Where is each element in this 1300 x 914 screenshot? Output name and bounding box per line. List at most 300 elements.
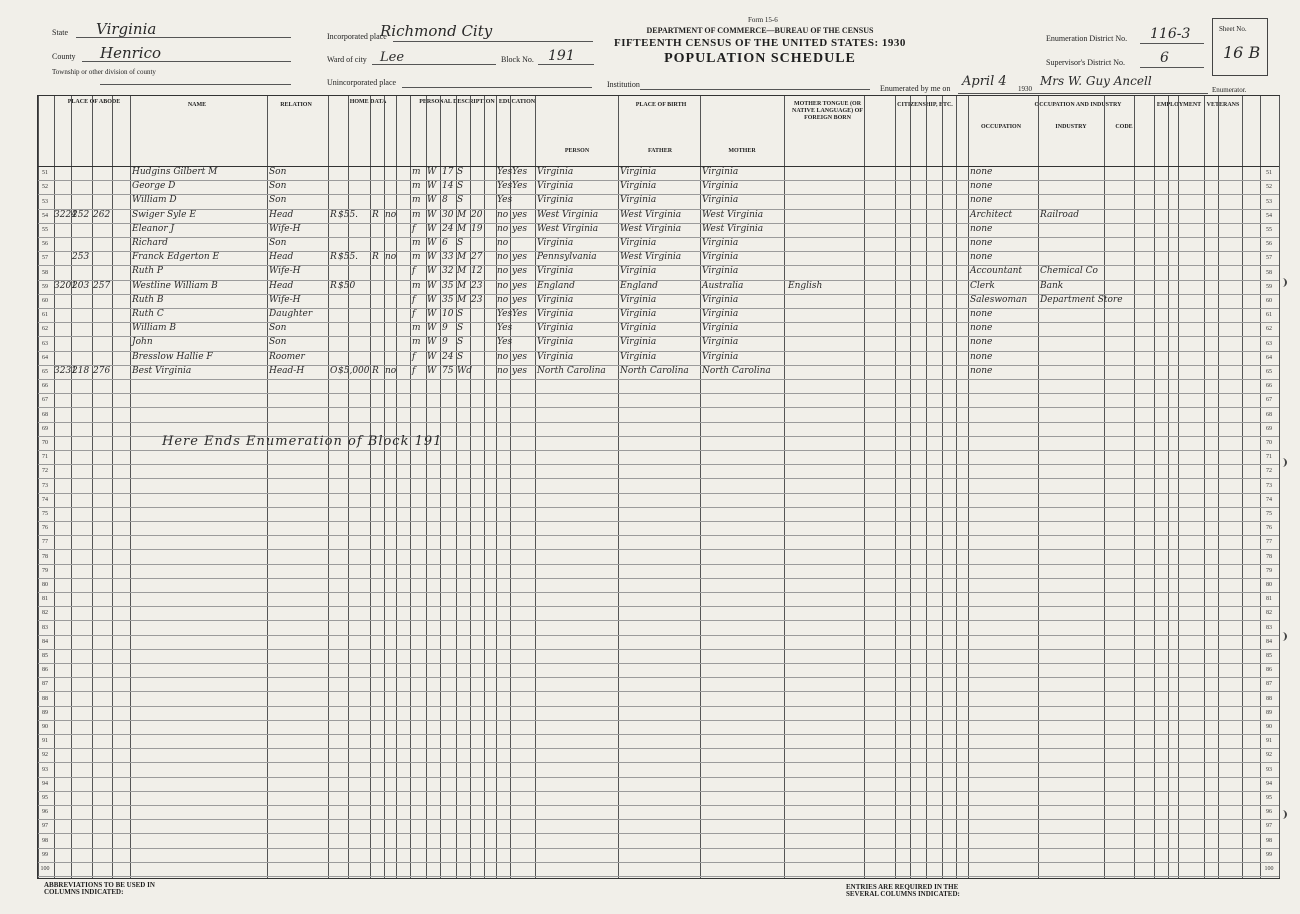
row-number: 82 bbox=[42, 610, 48, 617]
grid-row-line bbox=[38, 876, 1279, 877]
row-number: 57 bbox=[42, 255, 48, 262]
person-name: Franck Edgerton E bbox=[132, 252, 220, 263]
occupation: none bbox=[970, 195, 993, 206]
industry: Chemical Co bbox=[1040, 266, 1098, 277]
row-number: 79 bbox=[42, 567, 48, 574]
row-number: 82 bbox=[1266, 610, 1272, 617]
farm-flag: no bbox=[385, 209, 397, 220]
row-number: 63 bbox=[42, 340, 48, 347]
birthplace-person: West Virginia bbox=[537, 223, 599, 234]
race: W bbox=[427, 351, 437, 362]
row-number: 88 bbox=[42, 695, 48, 702]
grid-column-line bbox=[968, 96, 969, 878]
age: 24 bbox=[442, 351, 454, 362]
birthplace-father: Virginia bbox=[620, 238, 657, 248]
can-read: yes bbox=[512, 365, 528, 376]
sex: m bbox=[412, 337, 421, 348]
binder-hole bbox=[1279, 810, 1287, 819]
row-number: 51 bbox=[1266, 170, 1272, 177]
marital-status: Wd bbox=[457, 365, 473, 376]
grid-row-line bbox=[38, 379, 1279, 380]
marital-status: S bbox=[457, 167, 464, 177]
grid-column-line bbox=[864, 96, 865, 878]
attended-school: no bbox=[497, 351, 509, 362]
row-number: 53 bbox=[1266, 198, 1272, 205]
grid-column-line bbox=[1178, 96, 1179, 878]
grid-row-line bbox=[38, 493, 1279, 494]
mother-tongue: English bbox=[788, 280, 823, 291]
marital-status: S bbox=[457, 238, 464, 248]
grid-row-line bbox=[38, 351, 1279, 352]
person-name: George D bbox=[132, 181, 176, 192]
grid-column-line bbox=[910, 96, 911, 878]
group-employment: EMPLOYMENT bbox=[1156, 102, 1202, 108]
row-number: 59 bbox=[42, 283, 48, 290]
row-number: 59 bbox=[1266, 283, 1272, 290]
sex: m bbox=[412, 195, 421, 206]
birthplace-person: England bbox=[537, 280, 575, 291]
row-number: 64 bbox=[1266, 354, 1272, 361]
birthplace-father: West Virginia bbox=[620, 209, 682, 220]
relation: Wife-H bbox=[269, 294, 301, 305]
occupation: none bbox=[970, 337, 993, 348]
attended-school: Yes bbox=[497, 309, 513, 319]
grid-row-line bbox=[38, 606, 1279, 607]
sex: f bbox=[412, 223, 416, 234]
ed-value: 116-3 bbox=[1150, 26, 1191, 42]
sd-label: Supervisor's District No. bbox=[1046, 58, 1125, 67]
grid-column-line bbox=[956, 96, 957, 878]
row-number: 60 bbox=[42, 298, 48, 304]
enumerated-date: April 4 bbox=[962, 74, 1007, 89]
sheet-label: Sheet No. bbox=[1219, 25, 1247, 33]
grid-row-line bbox=[38, 748, 1279, 749]
race: W bbox=[427, 323, 437, 334]
sex: f bbox=[412, 294, 416, 305]
occupation: none bbox=[970, 351, 993, 362]
grid-column-line bbox=[618, 96, 619, 878]
occupation: none bbox=[970, 223, 993, 234]
occupation: none bbox=[970, 323, 993, 334]
age: 14 bbox=[442, 181, 454, 192]
person-name: Eleanor J bbox=[132, 223, 175, 234]
row-number: 71 bbox=[1266, 454, 1272, 461]
row-number: 64 bbox=[42, 354, 48, 361]
sex: f bbox=[412, 351, 416, 362]
age-at-marriage: 27 bbox=[471, 252, 483, 263]
age: 17 bbox=[442, 167, 454, 177]
header-divider bbox=[38, 166, 1279, 167]
group-education: EDUCATION bbox=[498, 99, 536, 105]
row-number: 98 bbox=[1266, 837, 1272, 844]
grid-column-line bbox=[942, 96, 943, 878]
attended-school: no bbox=[497, 223, 509, 234]
row-number: 99 bbox=[42, 851, 48, 858]
grid-column-line bbox=[1279, 96, 1280, 878]
radio-set: R bbox=[372, 252, 379, 263]
birthplace-mother: Virginia bbox=[702, 252, 739, 263]
incorporated-value: Richmond City bbox=[380, 22, 493, 40]
schedule-title: POPULATION SCHEDULE bbox=[664, 51, 856, 66]
birthplace-person: Virginia bbox=[537, 351, 574, 362]
relation: Son bbox=[269, 181, 287, 192]
grid-row-line bbox=[38, 848, 1279, 849]
grid-column-line bbox=[1038, 96, 1039, 878]
age: 24 bbox=[442, 223, 454, 234]
row-number: 58 bbox=[42, 269, 48, 276]
grid-row-line bbox=[38, 862, 1279, 863]
sex: m bbox=[412, 252, 421, 263]
grid-row-line bbox=[38, 464, 1279, 465]
row-number: 76 bbox=[1266, 525, 1272, 532]
row-number: 76 bbox=[42, 525, 48, 532]
grid-column-line bbox=[1134, 96, 1135, 878]
group-relation: RELATION bbox=[280, 102, 312, 108]
row-number: 75 bbox=[42, 511, 48, 517]
can-read: yes bbox=[512, 280, 528, 291]
grid-row-line bbox=[38, 777, 1279, 778]
grid-row-line bbox=[38, 691, 1279, 692]
row-number: 86 bbox=[42, 667, 48, 674]
group-occupation: OCCUPATION AND INDUSTRY bbox=[1034, 102, 1122, 108]
race: W bbox=[427, 167, 437, 177]
grid-row-line bbox=[38, 762, 1279, 763]
relation: Head bbox=[269, 252, 294, 263]
state-label: State bbox=[52, 28, 68, 37]
group-name: NAME bbox=[187, 102, 207, 108]
row-number: 56 bbox=[1266, 241, 1272, 248]
marital-status: S bbox=[457, 309, 464, 319]
county-value: Henrico bbox=[100, 44, 162, 62]
person-name: John bbox=[132, 337, 153, 348]
county-label: County bbox=[52, 52, 76, 61]
home-value: $55. bbox=[338, 209, 359, 220]
grid-column-line bbox=[784, 96, 785, 878]
grid-row-line bbox=[38, 734, 1279, 735]
enumerator-label: Enumerator. bbox=[1212, 86, 1247, 94]
enumerated-label: Enumerated by me on bbox=[880, 84, 951, 93]
occupation: Architect bbox=[970, 209, 1013, 220]
age: 9 bbox=[442, 337, 448, 348]
row-number: 65 bbox=[1266, 369, 1272, 375]
relation: Son bbox=[269, 337, 287, 348]
age: 32 bbox=[442, 266, 454, 277]
row-number: 68 bbox=[1266, 411, 1272, 418]
row-number: 90 bbox=[1266, 724, 1272, 730]
family-number: 203 bbox=[72, 280, 90, 291]
group-place-of-birth: PLACE OF BIRTH bbox=[635, 102, 687, 108]
family-number: 218 bbox=[72, 365, 90, 376]
row-number: 94 bbox=[1266, 780, 1272, 787]
birthplace-person: Pennsylvania bbox=[537, 252, 597, 263]
row-number: 55 bbox=[42, 227, 48, 233]
grid-column-line bbox=[926, 96, 927, 878]
grid-row-line bbox=[38, 478, 1279, 479]
attended-school: Yes bbox=[497, 323, 513, 334]
row-number: 93 bbox=[42, 766, 48, 773]
grid-row-line bbox=[38, 407, 1279, 408]
row-number: 89 bbox=[42, 709, 48, 716]
birthplace-father: West Virginia bbox=[620, 252, 682, 263]
grid-row-line bbox=[38, 549, 1279, 550]
person-name: Ruth P bbox=[132, 266, 163, 277]
birthplace-mother: Virginia bbox=[702, 309, 739, 319]
relation: Daughter bbox=[269, 309, 313, 319]
birthplace-person: Virginia bbox=[537, 266, 574, 277]
attended-school: no bbox=[497, 238, 509, 248]
birthplace-mother: Virginia bbox=[702, 337, 739, 348]
row-number: 60 bbox=[1266, 298, 1272, 304]
person-name: Best Virginia bbox=[132, 365, 192, 376]
row-number: 66 bbox=[42, 383, 48, 390]
marital-status: M bbox=[457, 223, 467, 234]
grid-column-line bbox=[484, 96, 485, 878]
grid-column-line bbox=[1168, 96, 1169, 878]
sheet-number-box bbox=[1212, 18, 1268, 76]
industry: Railroad bbox=[1040, 209, 1079, 220]
row-number: 69 bbox=[1266, 425, 1272, 432]
township-label: Township or other division of county bbox=[52, 68, 156, 76]
row-number: 74 bbox=[42, 496, 48, 503]
row-number: 88 bbox=[1266, 695, 1272, 702]
person-name: William D bbox=[132, 195, 177, 206]
farm-flag: no bbox=[385, 252, 397, 263]
grid-column-line bbox=[1204, 96, 1205, 878]
home-tenure: O bbox=[330, 365, 338, 376]
marital-status: S bbox=[457, 323, 464, 334]
birthplace-person: Virginia bbox=[537, 294, 574, 305]
birthplace-mother: West Virginia bbox=[702, 223, 764, 234]
birthplace-person: Virginia bbox=[537, 181, 574, 192]
ward-label: Ward of city bbox=[327, 55, 367, 64]
birthplace-father: Virginia bbox=[620, 181, 657, 192]
relation: Son bbox=[269, 195, 287, 206]
race: W bbox=[427, 365, 437, 376]
row-number: 97 bbox=[1266, 823, 1272, 830]
attended-school: Yes bbox=[497, 181, 513, 192]
sex: m bbox=[412, 209, 421, 220]
can-read: Yes bbox=[512, 309, 528, 319]
row-number: 97 bbox=[42, 823, 48, 830]
marital-status: M bbox=[457, 252, 467, 263]
row-number: 89 bbox=[1266, 709, 1272, 716]
can-read: Yes bbox=[512, 181, 528, 192]
grid-column-line bbox=[370, 96, 371, 878]
grid-row-line bbox=[38, 450, 1279, 451]
occupation: Clerk bbox=[970, 280, 995, 291]
institution-label: Institution bbox=[607, 80, 640, 89]
subhead-person: PERSON bbox=[564, 148, 590, 154]
grid-row-line bbox=[38, 393, 1279, 394]
birthplace-mother: Virginia bbox=[702, 195, 739, 206]
group-home-data: HOME DATA bbox=[349, 99, 387, 105]
row-number: 99 bbox=[1266, 851, 1272, 858]
row-number: 95 bbox=[42, 795, 48, 801]
can-read: yes bbox=[512, 294, 528, 305]
row-number: 55 bbox=[1266, 227, 1272, 233]
subhead-code: CODE bbox=[1115, 124, 1133, 130]
marital-status: M bbox=[457, 266, 467, 277]
relation: Wife-H bbox=[269, 266, 301, 277]
group-mother-tongue: MOTHER TONGUE (OR NATIVE LANGUAGE) OF FOREIGN BORN bbox=[792, 101, 863, 121]
row-number: 100 bbox=[1264, 866, 1274, 872]
race: W bbox=[427, 337, 437, 348]
grid-column-line bbox=[700, 96, 701, 878]
dwelling-number: 3201 bbox=[54, 280, 77, 291]
race: W bbox=[427, 252, 437, 263]
attended-school: no bbox=[497, 294, 509, 305]
population-schedule-grid bbox=[37, 95, 1280, 879]
marital-status: M bbox=[457, 280, 467, 291]
grid-column-line bbox=[440, 96, 441, 878]
row-number: 84 bbox=[42, 638, 48, 645]
row-number: 95 bbox=[1266, 795, 1272, 801]
row-number: 92 bbox=[1266, 752, 1272, 759]
can-read: yes bbox=[512, 209, 528, 220]
block-value: 191 bbox=[548, 48, 575, 64]
dwelling-number: 3224 bbox=[54, 209, 77, 220]
age-at-marriage: 20 bbox=[471, 209, 483, 220]
relation: Son bbox=[269, 238, 287, 248]
birthplace-mother: Virginia bbox=[702, 294, 739, 305]
home-tenure: R bbox=[330, 280, 337, 291]
relation: Wife-H bbox=[269, 223, 301, 234]
row-number: 68 bbox=[42, 411, 48, 418]
row-number: 80 bbox=[1266, 582, 1272, 588]
row-number: 54 bbox=[1266, 212, 1272, 219]
race: W bbox=[427, 195, 437, 206]
race: W bbox=[427, 266, 437, 277]
attended-school: no bbox=[497, 252, 509, 263]
row-number: 86 bbox=[1266, 667, 1272, 674]
grid-row-line bbox=[38, 833, 1279, 834]
marital-status: M bbox=[457, 294, 467, 305]
occupation: none bbox=[970, 309, 993, 319]
row-number: 65 bbox=[42, 369, 48, 375]
row-number: 78 bbox=[42, 553, 48, 560]
row-number: 63 bbox=[1266, 340, 1272, 347]
visit-number: 262 bbox=[93, 209, 111, 220]
age: 6 bbox=[442, 238, 448, 248]
sex: m bbox=[412, 181, 421, 192]
row-number: 78 bbox=[1266, 553, 1272, 560]
grid-row-line bbox=[38, 308, 1279, 309]
home-tenure: R bbox=[330, 209, 337, 220]
row-number: 54 bbox=[42, 212, 48, 219]
row-number: 61 bbox=[42, 312, 48, 319]
row-number: 61 bbox=[1266, 312, 1272, 319]
home-value: $50 bbox=[338, 280, 356, 291]
person-name: Westline William B bbox=[132, 280, 218, 291]
binder-hole bbox=[1279, 632, 1287, 641]
row-number: 57 bbox=[1266, 255, 1272, 262]
home-tenure: R bbox=[330, 252, 337, 263]
birthplace-mother: Virginia bbox=[702, 238, 739, 248]
birthplace-person: Virginia bbox=[537, 195, 574, 206]
grid-row-line bbox=[38, 677, 1279, 678]
race: W bbox=[427, 223, 437, 234]
industry: Department Store bbox=[1040, 294, 1123, 305]
age: 30 bbox=[442, 209, 454, 220]
row-number: 96 bbox=[42, 809, 48, 816]
row-number: 87 bbox=[42, 681, 48, 688]
sd-value: 6 bbox=[1160, 50, 1169, 66]
row-number: 67 bbox=[1266, 397, 1272, 404]
person-name: Richard bbox=[132, 238, 168, 248]
grid-row-line bbox=[38, 706, 1279, 707]
row-number: 62 bbox=[42, 326, 48, 333]
incorporated-label: Incorporated place bbox=[327, 32, 387, 41]
attended-school: Yes bbox=[497, 167, 513, 177]
grid-row-line bbox=[38, 663, 1279, 664]
row-number: 94 bbox=[42, 780, 48, 787]
can-read: yes bbox=[512, 266, 528, 277]
grid-row-line bbox=[38, 422, 1279, 423]
grid-column-line bbox=[895, 96, 896, 878]
grid-row-line bbox=[38, 180, 1279, 181]
age: 33 bbox=[442, 252, 454, 263]
subhead-mother: MOTHER bbox=[728, 148, 756, 154]
person-name: Hudgins Gilbert M bbox=[132, 167, 218, 177]
unincorporated-label: Unincorporated place bbox=[327, 78, 397, 87]
row-number: 52 bbox=[1266, 184, 1272, 191]
birthplace-mother: Virginia bbox=[702, 323, 739, 334]
grid-row-line bbox=[38, 720, 1279, 721]
grid-row-line bbox=[38, 535, 1279, 536]
grid-row-line bbox=[38, 819, 1279, 820]
grid-column-line bbox=[510, 96, 511, 878]
grid-column-line bbox=[130, 96, 131, 878]
birthplace-father: West Virginia bbox=[620, 223, 682, 234]
attended-school: no bbox=[497, 280, 509, 291]
grid-row-line bbox=[38, 322, 1279, 323]
industry: Bank bbox=[1040, 280, 1064, 291]
attended-school: Yes bbox=[497, 195, 513, 206]
row-number: 51 bbox=[42, 170, 48, 177]
visit-number: 276 bbox=[93, 365, 111, 376]
row-number: 70 bbox=[42, 440, 48, 446]
sex: m bbox=[412, 167, 421, 177]
ed-label: Enumeration District No. bbox=[1046, 34, 1128, 43]
occupation: none bbox=[970, 365, 993, 376]
age: 8 bbox=[442, 195, 448, 206]
row-number: 67 bbox=[42, 397, 48, 404]
person-name: Ruth B bbox=[132, 294, 164, 305]
age: 10 bbox=[442, 309, 454, 319]
grid-row-line bbox=[38, 592, 1279, 593]
occupation: none bbox=[970, 167, 993, 177]
birthplace-mother: Virginia bbox=[702, 181, 739, 192]
row-number: 73 bbox=[42, 482, 48, 489]
block-label: Block No. bbox=[501, 55, 534, 64]
radio-set: R bbox=[372, 209, 379, 220]
birthplace-person: Virginia bbox=[537, 337, 574, 348]
row-number: 80 bbox=[42, 582, 48, 588]
birthplace-father: Virginia bbox=[620, 351, 657, 362]
row-number: 70 bbox=[1266, 440, 1272, 446]
person-name: William B bbox=[132, 323, 176, 334]
marital-status: S bbox=[457, 351, 464, 362]
person-name: Bresslow Hallie F bbox=[132, 351, 213, 362]
race: W bbox=[427, 294, 437, 305]
birthplace-father: Virginia bbox=[620, 266, 657, 277]
grid-column-line bbox=[1218, 96, 1219, 878]
grid-column-line bbox=[535, 96, 536, 878]
can-read: yes bbox=[512, 223, 528, 234]
birthplace-mother: West Virginia bbox=[702, 209, 764, 220]
abbreviations-title: ABBREVIATIONS TO BE USED IN COLUMNS INDICATED: bbox=[44, 881, 155, 896]
enumerator-name: Mrs W. Guy Ancell bbox=[1040, 74, 1152, 88]
